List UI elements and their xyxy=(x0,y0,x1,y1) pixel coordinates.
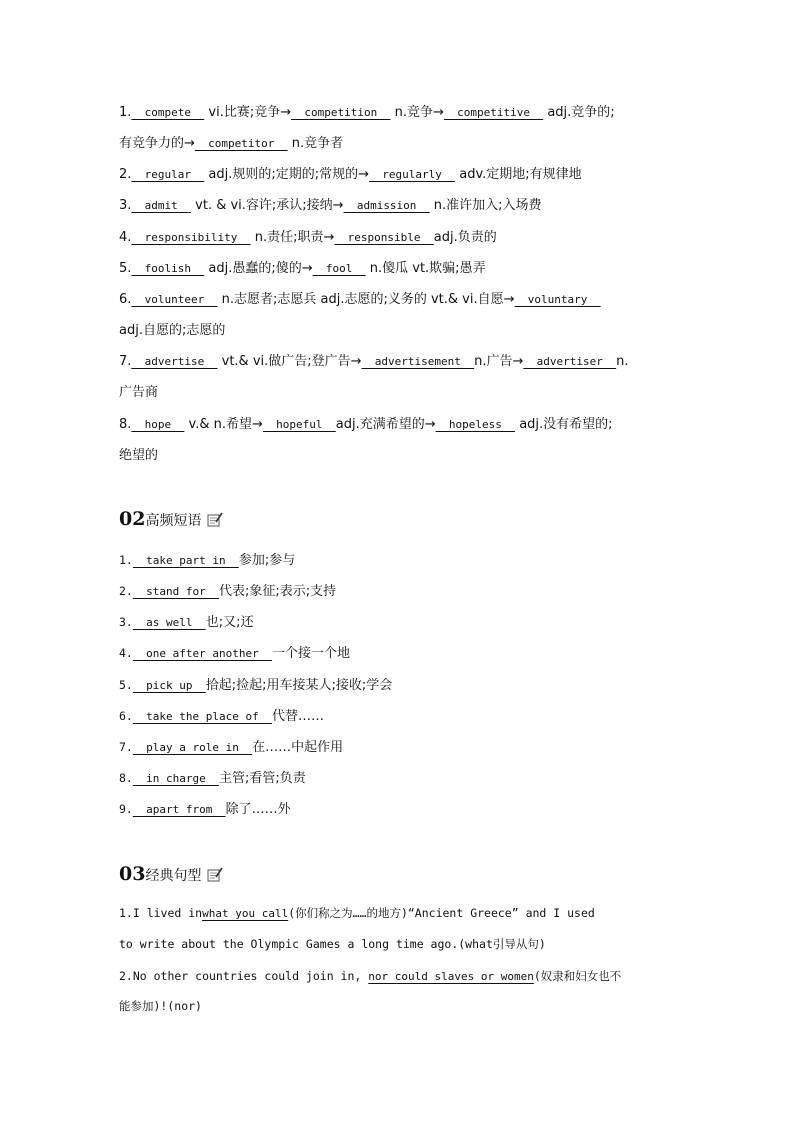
vocab-text: 1. xyxy=(119,105,132,120)
vocab-text: vt.& vi.做广告;登广告→ xyxy=(217,354,362,369)
phrase-item xyxy=(119,676,679,695)
answer-blank: voluntary xyxy=(514,293,601,306)
answer-blank: hopeless xyxy=(435,418,516,431)
phrase-answer: pick up xyxy=(132,679,206,692)
phrase-number: 6. xyxy=(119,709,133,723)
section-title: 高频短语 xyxy=(145,513,202,529)
vocab-line xyxy=(119,166,679,184)
vocab-text: 8. xyxy=(119,417,132,432)
phrase-item xyxy=(119,582,679,601)
vocab-text: adj.规则的;定期的;常规的→ xyxy=(204,167,370,182)
phrase-meaning: 在……中起作用 xyxy=(252,740,344,755)
vocab-text: n.准许加入;入场费 xyxy=(429,198,542,213)
phrase-number: 2. xyxy=(119,584,133,598)
vocab-text: 7. xyxy=(119,354,132,369)
vocab-text: 6. xyxy=(119,292,132,307)
vocab-text: n.竞争→ xyxy=(390,105,444,120)
vocab-text: adj.自愿的;志愿的 xyxy=(119,323,226,338)
phrase-answer: apart from xyxy=(132,803,226,816)
answer-blank: advertise xyxy=(131,355,218,368)
phrase-item xyxy=(119,769,679,788)
phrase-answer: as well xyxy=(132,616,206,629)
phrase-answer: play a role in xyxy=(132,741,253,754)
phrase-item xyxy=(119,644,679,663)
vocab-line xyxy=(119,104,679,122)
phrase-item xyxy=(119,800,679,819)
vocab-text: adj.没有希望的; xyxy=(515,417,613,432)
vocab-line xyxy=(119,416,679,434)
answer-blank: regularly xyxy=(369,168,456,181)
vocab-text: n.竞争者 xyxy=(287,136,344,151)
answer-blank: compete xyxy=(131,106,205,119)
answer-blank: responsibility xyxy=(131,231,251,244)
vocab-line xyxy=(119,229,679,247)
vocab-line xyxy=(119,135,679,153)
vocab-text: 有竞争力的→ xyxy=(119,136,195,151)
phrase-item xyxy=(119,738,679,757)
sentence-1: 1.I lived inwhat you call(你们称之为……的地方)“Ancient Greece” and I used xyxy=(119,906,595,920)
phrase-number: 1. xyxy=(119,553,133,567)
phrase-answer: in charge xyxy=(132,772,219,785)
vocab-line xyxy=(119,447,679,465)
section-02-heading xyxy=(119,508,223,531)
vocab-text: n.责任;职责→ xyxy=(250,230,335,245)
phrase-number: 8. xyxy=(119,771,133,785)
phrase-item xyxy=(119,707,679,726)
vocab-line xyxy=(119,384,679,402)
phrase-number: 9. xyxy=(119,802,133,816)
phrase-meaning: 代替…… xyxy=(271,709,324,724)
answer-blank: what you call xyxy=(202,907,289,920)
vocab-text: n.广告→ xyxy=(474,354,524,369)
answer-blank: competitive xyxy=(443,106,544,119)
vocab-text: 绝望的 xyxy=(119,448,159,463)
phrase-meaning: 主管;看管;负责 xyxy=(218,771,306,786)
vocab-text: n.傻瓜 vt.欺骗;愚弄 xyxy=(365,261,486,276)
phrase-meaning: 参加;参与 xyxy=(238,553,296,568)
answer-blank: admission xyxy=(343,199,430,212)
answer-blank: regular xyxy=(131,168,205,181)
vocab-text: 4. xyxy=(119,230,132,245)
answer-blank: responsible xyxy=(334,231,434,244)
answer-blank: competitor xyxy=(194,137,288,150)
notepad-icon xyxy=(207,867,223,886)
vocab-text: n. xyxy=(616,354,629,369)
vocab-line xyxy=(119,353,679,371)
answer-blank: foolish xyxy=(131,262,205,275)
vocab-text: vi.比赛;竞争→ xyxy=(204,105,292,120)
vocab-text: 3. xyxy=(119,198,132,213)
vocab-line xyxy=(119,260,679,278)
vocab-text: 广告商 xyxy=(119,385,159,400)
answer-blank: nor could slaves or women xyxy=(368,970,534,983)
phrase-number: 5. xyxy=(119,678,133,692)
vocab-text: vt. & vi.容许;承认;接纳→ xyxy=(191,198,344,213)
answer-blank: admit xyxy=(131,199,192,212)
section-number: 02 xyxy=(119,508,146,530)
vocab-line xyxy=(119,291,679,309)
vocab-text: adv.定期地;有规律地 xyxy=(455,167,582,182)
phrase-answer: stand for xyxy=(132,585,219,598)
phrase-number: 4. xyxy=(119,646,133,660)
sentence-2-continued: 能参加)!(nor) xyxy=(119,999,202,1013)
phrase-answer: take the place of xyxy=(132,710,272,723)
phrase-answer: take part in xyxy=(132,554,239,567)
section-03-heading xyxy=(119,863,223,886)
sentence-1-continued: to write about the Olympic Games a long time ago.(what引导从句) xyxy=(119,937,546,951)
vocab-line xyxy=(119,322,679,340)
vocab-line xyxy=(119,197,679,215)
answer-blank: competition xyxy=(291,106,391,119)
phrase-item xyxy=(119,551,679,570)
vocab-text: n.志愿者;志愿兵 adj.志愿的;义务的 vt.& vi.自愿→ xyxy=(217,292,515,307)
phrase-meaning: 代表;象征;表示;支持 xyxy=(218,584,337,599)
vocab-text: adj.充满希望的→ xyxy=(335,417,436,432)
answer-blank: hopeful xyxy=(262,418,336,431)
answer-blank: advertiser xyxy=(523,355,617,368)
phrase-meaning: 拾起;捡起;用车接某人;接收;学会 xyxy=(205,678,393,693)
vocab-text: 5. xyxy=(119,261,132,276)
answer-blank: advertisement xyxy=(361,355,475,368)
phrase-meaning: 也;又;还 xyxy=(205,615,254,630)
notepad-icon xyxy=(207,512,223,531)
phrase-answer: one after another xyxy=(132,647,272,660)
answer-blank: fool xyxy=(312,262,366,275)
phrase-item xyxy=(119,613,679,632)
answer-blank: hope xyxy=(131,418,185,431)
phrase-meaning: 一个接一个地 xyxy=(271,646,350,661)
answer-blank: volunteer xyxy=(131,293,218,306)
vocab-text: adj.竞争的; xyxy=(543,105,615,120)
vocab-text: v.& n.希望→ xyxy=(184,417,263,432)
vocab-text: 2. xyxy=(119,167,132,182)
phrase-number: 7. xyxy=(119,740,133,754)
section-number: 03 xyxy=(119,863,146,885)
section-title: 经典句型 xyxy=(145,868,202,884)
phrase-meaning: 除了……外 xyxy=(225,802,291,817)
phrase-number: 3. xyxy=(119,615,133,629)
sentence-2: 2.No other countries could join in, nor could slaves or women(奴隶和妇女也不 xyxy=(119,969,622,983)
vocab-text: adj.愚蠢的;傻的→ xyxy=(204,261,313,276)
vocab-text: adj.负责的 xyxy=(433,230,497,245)
